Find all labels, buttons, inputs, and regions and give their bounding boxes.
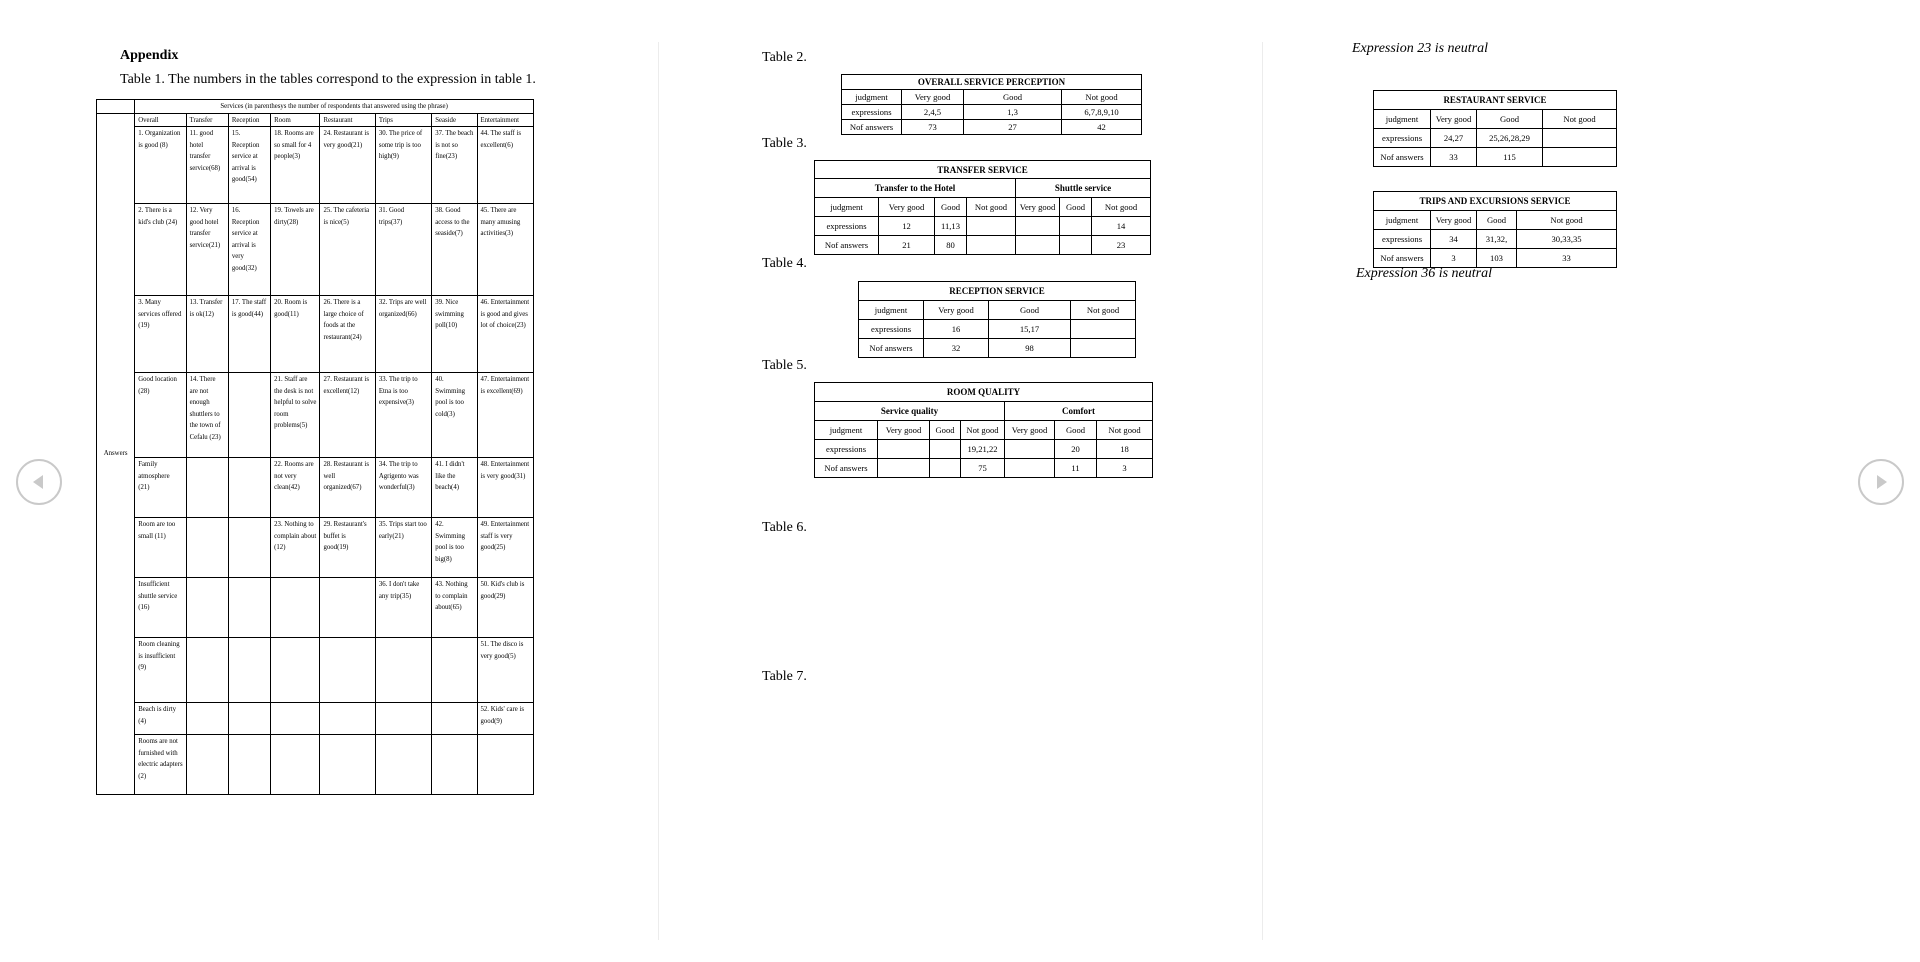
table-cell — [186, 703, 228, 735]
table-cell: 27. Restaurant is excellent(12) — [320, 373, 375, 458]
table-row — [97, 127, 534, 204]
table-row — [815, 217, 1151, 236]
row-label: expressions — [1374, 230, 1431, 249]
table-cell — [228, 518, 270, 578]
column-header: Reception — [228, 113, 270, 127]
table-cell: 3 — [1431, 249, 1477, 268]
appendix-title: Appendix — [120, 48, 179, 63]
table-cell — [186, 735, 228, 795]
table-cell: 22. Rooms are not very clean(42) — [271, 458, 320, 518]
table-cell — [1543, 148, 1617, 167]
row-label: Nof answers — [815, 236, 879, 255]
table-cell: 75 — [961, 459, 1005, 478]
column-header: Good — [964, 90, 1062, 105]
table-cell — [1005, 459, 1055, 478]
table-cell: 33 — [1517, 249, 1617, 268]
table-cell: Insufficient shuttle service (16) — [135, 578, 186, 638]
table-cell — [1543, 129, 1617, 148]
column-header: Very good — [1431, 211, 1477, 230]
column-header: Very good — [1005, 421, 1055, 440]
table-cell: 20 — [1055, 440, 1097, 459]
answers-label: Answers — [97, 113, 135, 795]
column-header: Good — [930, 421, 961, 440]
table-cell: 34. The trip to Agrigento was wonderful(3) — [375, 458, 431, 518]
table-cell: 115 — [1477, 148, 1543, 167]
table-cell: 27 — [964, 120, 1062, 135]
table-cell: 1. Organization is good (8) — [135, 127, 186, 204]
table-corner — [97, 100, 135, 114]
table-cell: 19,21,22 — [961, 440, 1005, 459]
table-cell: 24,27 — [1431, 129, 1477, 148]
column-header: judgment — [1374, 211, 1431, 230]
table-cell: 103 — [1477, 249, 1517, 268]
table-row — [97, 204, 534, 296]
table-cell: 16 — [924, 320, 989, 339]
column-header: Restaurant — [320, 113, 375, 127]
table-cell — [271, 638, 320, 703]
group-header: Service quality — [815, 402, 1005, 421]
chevron-left-icon — [29, 472, 49, 492]
table-cell: 50. Kid's club is good(29) — [477, 578, 534, 638]
table-cell: 25,26,28,29 — [1477, 129, 1543, 148]
table-cell: 21 — [879, 236, 935, 255]
table-cell: 12. Very good hotel transfer service(21) — [186, 204, 228, 296]
table-cell — [432, 638, 477, 703]
column-header: Very good — [878, 421, 930, 440]
table-cell: 48. Entertainment is very good(31) — [477, 458, 534, 518]
table-cell: 3 — [1097, 459, 1153, 478]
column-header: Entertainment — [477, 113, 534, 127]
table-cell: 31,32, — [1477, 230, 1517, 249]
column-header: Transfer — [186, 113, 228, 127]
table-cell: 47. Entertainment is excellent(69) — [477, 373, 534, 458]
table-cell: 46. Entertainment is good and gives lot of choice(23) — [477, 296, 534, 373]
table-cell — [228, 638, 270, 703]
table3-transfer-service — [814, 160, 1151, 255]
table-cell — [228, 735, 270, 795]
table-cell: 6,7,8,9,10 — [1062, 105, 1142, 120]
table-cell: 29. Restaurant's buffet is good(19) — [320, 518, 375, 578]
table-row — [97, 638, 534, 703]
table-cell: 49. Entertainment staff is very good(25) — [477, 518, 534, 578]
table-cell: 37. The beach is not so fine(23) — [432, 127, 477, 204]
column-header: Trips — [375, 113, 431, 127]
table-row — [1374, 148, 1617, 167]
column-header: Seaside — [432, 113, 477, 127]
column-header: judgment — [859, 301, 924, 320]
table-row — [97, 735, 534, 795]
table-row — [97, 373, 534, 458]
table-cell: 38. Good access to the seaside(7) — [432, 204, 477, 296]
row-label: expressions — [1374, 129, 1431, 148]
table-cell: 3. Many services offered (19) — [135, 296, 186, 373]
table-cell: 20. Room is good(11) — [271, 296, 320, 373]
column-header: Not good — [967, 198, 1016, 217]
table-cell — [432, 735, 477, 795]
group-header: Transfer to the Hotel — [815, 179, 1016, 198]
table-cell — [320, 578, 375, 638]
table-row — [815, 236, 1151, 255]
table-cell: 52. Kids' care is good(9) — [477, 703, 534, 735]
table-cell: 41. I didn't like the beach(4) — [432, 458, 477, 518]
table-cell — [878, 440, 930, 459]
table-title: TRANSFER SERVICE — [815, 161, 1151, 179]
table-cell: 30,33,35 — [1517, 230, 1617, 249]
column-header: Very good — [924, 301, 989, 320]
column-header: Not good — [1543, 110, 1617, 129]
table-cell: 31. Good trips(37) — [375, 204, 431, 296]
table-cell — [930, 440, 961, 459]
table1-caption: Table 1. The numbers in the tables correspond to the expression in table 1. — [120, 72, 536, 87]
table-row — [97, 518, 534, 578]
table-cell — [228, 458, 270, 518]
table-title: RESTAURANT SERVICE — [1374, 91, 1617, 110]
table7-caption: Table 7. — [762, 669, 807, 684]
table-row — [815, 459, 1153, 478]
column-header: Good — [1477, 211, 1517, 230]
column-header: Not good — [1071, 301, 1136, 320]
table-cell: 14. There are not enough shuttlers to the town of Cefalu (23) — [186, 373, 228, 458]
table-cell — [432, 703, 477, 735]
column-header: Overall — [135, 113, 186, 127]
table-cell: 25. The cafeteria is nice(5) — [320, 204, 375, 296]
neutral-note: Expression 23 is neutral — [1352, 41, 1488, 56]
table-cell — [228, 703, 270, 735]
table-row — [1374, 249, 1617, 268]
table-cell: 32. Trips are well organized(66) — [375, 296, 431, 373]
row-label: Nof answers — [859, 339, 924, 358]
column-header: Not good — [1062, 90, 1142, 105]
table-cell — [186, 518, 228, 578]
table-cell: 15. Reception service at arrival is good(54) — [228, 127, 270, 204]
column-header: judgment — [815, 421, 878, 440]
table-cell — [228, 578, 270, 638]
row-label: Nof answers — [1374, 249, 1431, 268]
column-header: Very good — [1016, 198, 1060, 217]
table-title: TRIPS AND EXCURSIONS SERVICE — [1374, 192, 1617, 211]
table-row — [842, 105, 1142, 120]
table5-caption: Table 5. — [762, 358, 807, 373]
table-cell: Rooms are not furnished with electric adapters (2) — [135, 735, 186, 795]
previous-page-button[interactable] — [16, 459, 62, 505]
table-cell: Family atmosphere (21) — [135, 458, 186, 518]
table-cell — [1016, 236, 1060, 255]
table-cell: 33. The trip to Etna is too expensive(3) — [375, 373, 431, 458]
table-cell: 80 — [935, 236, 967, 255]
table-row — [97, 296, 534, 373]
table-cell: 73 — [902, 120, 964, 135]
table-cell — [1060, 236, 1092, 255]
column-header: Good — [935, 198, 967, 217]
table-cell: 34 — [1431, 230, 1477, 249]
table-cell: 45. There are many amusing activities(3) — [477, 204, 534, 296]
table5-room-quality — [814, 382, 1153, 478]
row-label: expressions — [842, 105, 902, 120]
row-label: Nof answers — [1374, 148, 1431, 167]
group-header: Comfort — [1005, 402, 1153, 421]
row-label: Nof answers — [815, 459, 878, 478]
table3-caption: Table 3. — [762, 136, 807, 151]
table2-overall-service — [841, 74, 1142, 135]
table2-caption: Table 2. — [762, 50, 807, 65]
column-header: Very good — [879, 198, 935, 217]
page-divider — [658, 42, 659, 940]
table-cell — [477, 735, 534, 795]
table-cell: 15,17 — [989, 320, 1071, 339]
table-cell — [320, 735, 375, 795]
table-cell: 11,13 — [935, 217, 967, 236]
column-header: Room — [271, 113, 320, 127]
table-cell — [1016, 217, 1060, 236]
table-cell — [320, 638, 375, 703]
table-title: ROOM QUALITY — [815, 383, 1153, 402]
table-cell: Room cleaning is insufficient (9) — [135, 638, 186, 703]
table-title: RECEPTION SERVICE — [859, 282, 1136, 301]
table-cell: Room are too small (11) — [135, 518, 186, 578]
page-divider — [1262, 42, 1263, 940]
table-cell — [967, 236, 1016, 255]
table-cell: 30. The price of some trip is too high(9) — [375, 127, 431, 204]
column-header: Not good — [1097, 421, 1153, 440]
table-cell — [375, 703, 431, 735]
table-row — [859, 339, 1136, 358]
table6-caption: Table 6. — [762, 520, 807, 535]
table-cell: 18 — [1097, 440, 1153, 459]
table-row — [859, 320, 1136, 339]
table-cell — [271, 703, 320, 735]
table-cell: 18. Rooms are so small for 4 people(3) — [271, 127, 320, 204]
table-row — [1374, 230, 1617, 249]
neutral-note: Expression 36 is neutral — [1356, 266, 1492, 281]
table-cell: 42 — [1062, 120, 1142, 135]
table-cell: 23. Nothing to complain about (12) — [271, 518, 320, 578]
row-label: expressions — [859, 320, 924, 339]
table-cell: 28. Restaurant is well organized(67) — [320, 458, 375, 518]
table-restaurant-service — [1373, 90, 1617, 167]
table-cell — [930, 459, 961, 478]
row-label: expressions — [815, 217, 879, 236]
table-row — [97, 578, 534, 638]
table-cell: 13. Transfer is ok(12) — [186, 296, 228, 373]
table-cell: 23 — [1092, 236, 1151, 255]
table-cell — [375, 735, 431, 795]
next-page-button[interactable] — [1858, 459, 1904, 505]
table-cell — [320, 703, 375, 735]
table-cell: 2. There is a kid's club (24) — [135, 204, 186, 296]
table-cell: 32 — [924, 339, 989, 358]
table-cell — [967, 217, 1016, 236]
table-cell: 19. Towels are dirty(28) — [271, 204, 320, 296]
row-label: Nof answers — [842, 120, 902, 135]
column-header: Not good — [1517, 211, 1617, 230]
table-cell — [271, 735, 320, 795]
table-header: Services (in parenthesys the number of respondents that answered using the phrase) — [135, 100, 534, 114]
table-row — [815, 440, 1153, 459]
table4-reception-service — [858, 281, 1136, 358]
table-cell: 14 — [1092, 217, 1151, 236]
table-cell — [186, 578, 228, 638]
table-cell: Good location (28) — [135, 373, 186, 458]
table-title: OVERALL SERVICE PERCEPTION — [842, 75, 1142, 90]
column-header: judgment — [842, 90, 902, 105]
table4-caption: Table 4. — [762, 256, 807, 271]
chevron-right-icon — [1871, 472, 1891, 492]
table-row — [97, 703, 534, 735]
table-cell: 24. Restaurant is very good(21) — [320, 127, 375, 204]
table-cell — [186, 638, 228, 703]
table-cell — [1071, 339, 1136, 358]
table-cell: 21. Staff are the desk is not helpful to solve room problems(5) — [271, 373, 320, 458]
table-cell: 12 — [879, 217, 935, 236]
table-cell: 26. There is a large choice of foods at the restaurant(24) — [320, 296, 375, 373]
table-cell: 43. Nothing to complain about(65) — [432, 578, 477, 638]
table1-expressions — [96, 99, 534, 795]
table-cell — [1005, 440, 1055, 459]
column-header: Not good — [1092, 198, 1151, 217]
column-header: Good — [1060, 198, 1092, 217]
table-row — [1374, 129, 1617, 148]
table-cell — [271, 578, 320, 638]
table-cell: 39. Nice swimming poll(10) — [432, 296, 477, 373]
table-cell: 17. The staff is good(44) — [228, 296, 270, 373]
table-row — [97, 458, 534, 518]
table-cell: 33 — [1431, 148, 1477, 167]
row-label: expressions — [815, 440, 878, 459]
column-header: Good — [1055, 421, 1097, 440]
column-header: Very good — [1431, 110, 1477, 129]
column-header: judgment — [815, 198, 879, 217]
table-cell — [878, 459, 930, 478]
column-header: Good — [1477, 110, 1543, 129]
table-cell: 36. I don't take any trip(35) — [375, 578, 431, 638]
column-header: Not good — [961, 421, 1005, 440]
column-header: Good — [989, 301, 1071, 320]
table-cell — [228, 373, 270, 458]
table-cell: 40. Swimming pool is too cold(3) — [432, 373, 477, 458]
table-cell — [375, 638, 431, 703]
table-cell: 11. good hotel transfer service(68) — [186, 127, 228, 204]
table-cell: 44. The staff is excellent(6) — [477, 127, 534, 204]
column-header: Very good — [902, 90, 964, 105]
table-cell — [1071, 320, 1136, 339]
table-cell: 1,3 — [964, 105, 1062, 120]
table-cell: 42. Swimming pool is too big(8) — [432, 518, 477, 578]
table-trips-excursions-service — [1373, 191, 1617, 268]
table-cell: 11 — [1055, 459, 1097, 478]
table-cell: 16. Reception service at arrival is very good(32) — [228, 204, 270, 296]
table-cell: Beach is dirty (4) — [135, 703, 186, 735]
column-header: judgment — [1374, 110, 1431, 129]
table-cell: 35. Trips start too early(21) — [375, 518, 431, 578]
group-header: Shuttle service — [1016, 179, 1151, 198]
table-row — [842, 120, 1142, 135]
table-cell: 2,4,5 — [902, 105, 964, 120]
table-cell: 98 — [989, 339, 1071, 358]
table-cell — [186, 458, 228, 518]
table-cell — [1060, 217, 1092, 236]
table-cell: 51. The disco is very good(5) — [477, 638, 534, 703]
